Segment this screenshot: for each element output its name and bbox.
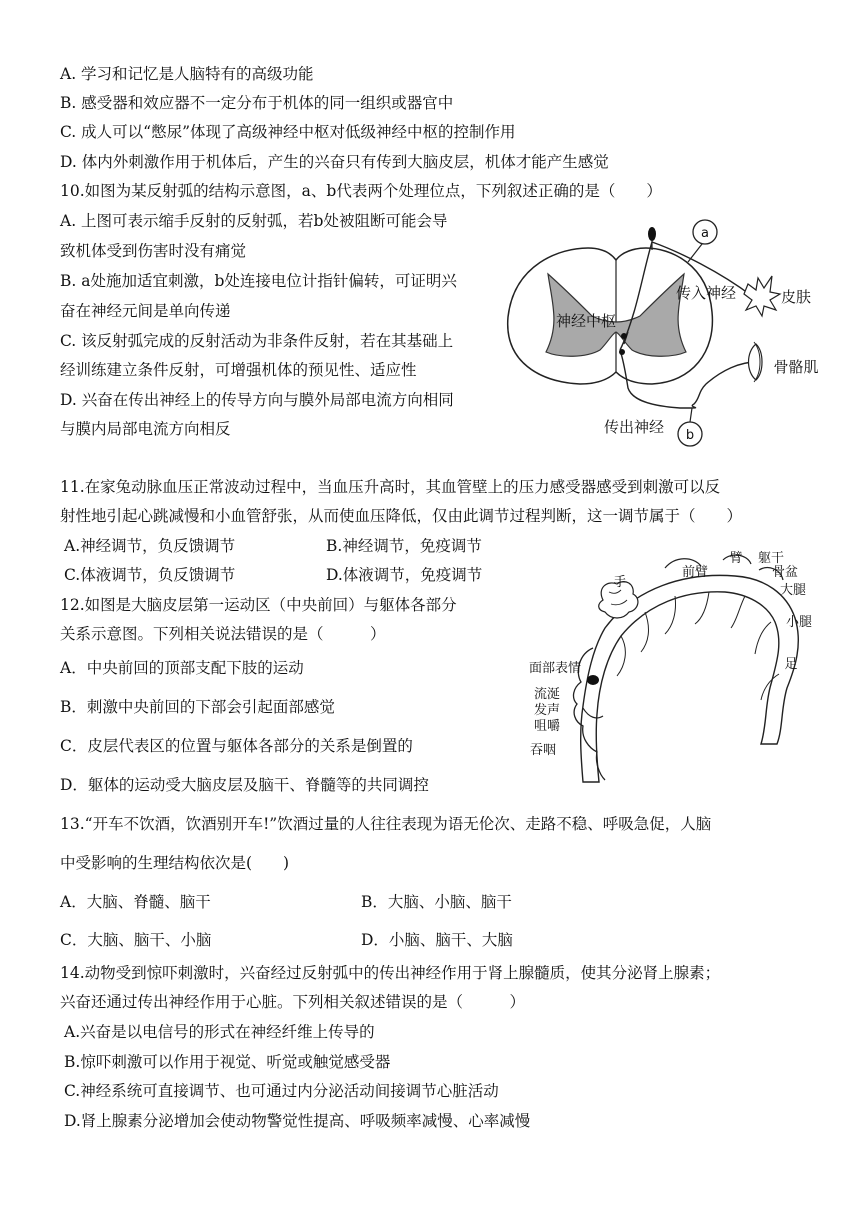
- q10-option-b-line1: B. a处施加适宜刺激，b处连接电位计指针偏转，可证明兴: [60, 272, 457, 290]
- label-calf: 小腿: [785, 615, 813, 630]
- q14-option-c: C.神经系统可直接调节、也可通过内分泌活动间接调节心脏活动: [64, 1082, 499, 1100]
- q12-stem-line2: 关系示意图。下列相关说法错误的是（ ）: [60, 625, 386, 643]
- label-arm: 臂: [729, 551, 743, 566]
- site-b-label: b: [685, 428, 695, 443]
- q9-option-c: C. 成人可以“憋尿”体现了高级神经中枢对低级神经中枢的控制作用: [60, 123, 516, 141]
- label-swallow: 吞咽: [529, 743, 557, 758]
- q13-option-a: A．大脑、脊髓、脑干: [60, 893, 211, 911]
- q9-option-a: A. 学习和记忆是人脑特有的高级功能: [60, 65, 314, 83]
- q11-option-c: C.体液调节，负反馈调节: [64, 566, 236, 584]
- q11-option-d: D.体液调节，免疫调节: [326, 566, 483, 584]
- q11-option-a: A.神经调节，负反馈调节: [64, 537, 236, 555]
- q10-option-b-line2: 奋在神经元间是单向传递: [60, 302, 231, 320]
- label-drool: 流涎: [533, 687, 561, 702]
- q14-stem-line2: 兴奋还通过传出神经作用于心脏。下列相关叙述错误的是（ ）: [60, 993, 526, 1011]
- q10-option-c-line2: 经训练建立条件反射，可增强机体的预见性、适应性: [60, 361, 417, 379]
- label-hand: 手: [613, 575, 627, 590]
- label-skin: 皮肤: [780, 288, 812, 306]
- label-voice: 发声: [533, 703, 561, 718]
- q14-option-d: D.肾上腺素分泌增加会使动物警觉性提高、呼吸频率减慢、心率减慢: [64, 1112, 531, 1130]
- q12-stem-line1: 12.如图是大脑皮层第一运动区（中央前回）与躯体各部分: [60, 596, 457, 614]
- label-thigh: 大腿: [779, 583, 807, 598]
- q10-option-d-line2: 与膜内局部电流方向相反: [60, 420, 231, 438]
- q10-stem: 10.如图为某反射弧的结构示意图，a、b代表两个处理位点，下列叙述正确的是（ ）: [60, 182, 662, 200]
- q9-option-b: B. 感受器和效应器不一定分布于机体的同一组织或器官中: [60, 94, 454, 112]
- q10-option-a-line2: 致机体受到伤害时没有痛觉: [60, 242, 247, 260]
- q11-stem-line1: 11.在家兔动脉血压正常波动过程中，当血压升高时，其血管壁上的压力感受器感受到刺激可以反: [60, 478, 721, 496]
- ganglion: [648, 227, 656, 241]
- q12-option-a: A．中央前回的顶部支配下肢的运动: [60, 659, 304, 677]
- q13-option-c: C．大脑、脑干、小脑: [60, 931, 212, 949]
- label-efferent: 传出神经: [603, 418, 665, 436]
- q13-option-b: B．大脑、小脑、脑干: [361, 893, 512, 911]
- q10-option-c-line1: C. 该反射弧完成的反射活动为非条件反射，若在其基础上: [60, 332, 454, 350]
- q9-option-d: D. 体内外刺激作用于机体后，产生的兴奋只有传到大脑皮层，机体才能产生感觉: [60, 153, 609, 171]
- label-forearm: 前臂: [681, 565, 709, 580]
- reflex-arc-figure: [500, 212, 830, 452]
- q11-stem-line2: 射性地引起心跳减慢和小血管舒张，从而使血压降低，仅由此调节过程判断，这一调节属于（ ）: [60, 507, 743, 525]
- label-foot: 足: [784, 657, 798, 672]
- q13-stem-line1: 13.“开车不饮酒，饮酒别开车!”饮酒过量的人往往表现为语无伦次、走路不稳、呼吸急促，人脑: [60, 815, 712, 833]
- q14-option-b: B.惊吓刺激可以作用于视觉、听觉或触觉感受器: [64, 1053, 391, 1071]
- label-nerve-center: 神经中枢: [555, 312, 617, 330]
- q13-stem-line2: 中受影响的生理结构依次是( ): [60, 854, 290, 872]
- q12-option-c: C．皮层代表区的位置与躯体各部分的关系是倒置的: [60, 737, 413, 755]
- site-a-label: a: [701, 226, 709, 241]
- q13-option-d: D．小脑、脑干、大脑: [361, 931, 513, 949]
- label-afferent: 传入神经: [675, 284, 737, 302]
- q10-option-a-line1: A. 上图可表示缩手反射的反射弧，若b处被阻断可能会导: [60, 212, 448, 230]
- skin-icon: [744, 276, 780, 316]
- label-trunk: 躯干: [757, 551, 785, 566]
- q10-option-d-line1: D. 兴奋在传出神经上的传导方向与膜外局部电流方向相同: [60, 391, 454, 409]
- label-chew: 咀嚼: [533, 719, 561, 734]
- label-muscle: 骨骼肌: [773, 358, 819, 376]
- q11-option-b: B.神经调节，免疫调节: [326, 537, 482, 555]
- motor-cortex-figure: [525, 548, 830, 793]
- q14-stem-line1: 14.动物受到惊吓刺激时，兴奋经过反射弧中的传出神经作用于肾上腺髓质，使其分泌肾上腺素；: [60, 964, 721, 982]
- q12-option-b: B．刺激中央前回的下部会引起面部感觉: [60, 698, 335, 716]
- q14-option-a: A.兴奋是以电信号的形式在神经纤维上传导的: [64, 1023, 375, 1041]
- label-pelvis: 骨盆: [771, 565, 799, 580]
- label-face: 面部表情: [528, 661, 582, 676]
- q12-option-d: D．躯体的运动受大脑皮层及脑干、脊髓等的共同调控: [60, 776, 429, 794]
